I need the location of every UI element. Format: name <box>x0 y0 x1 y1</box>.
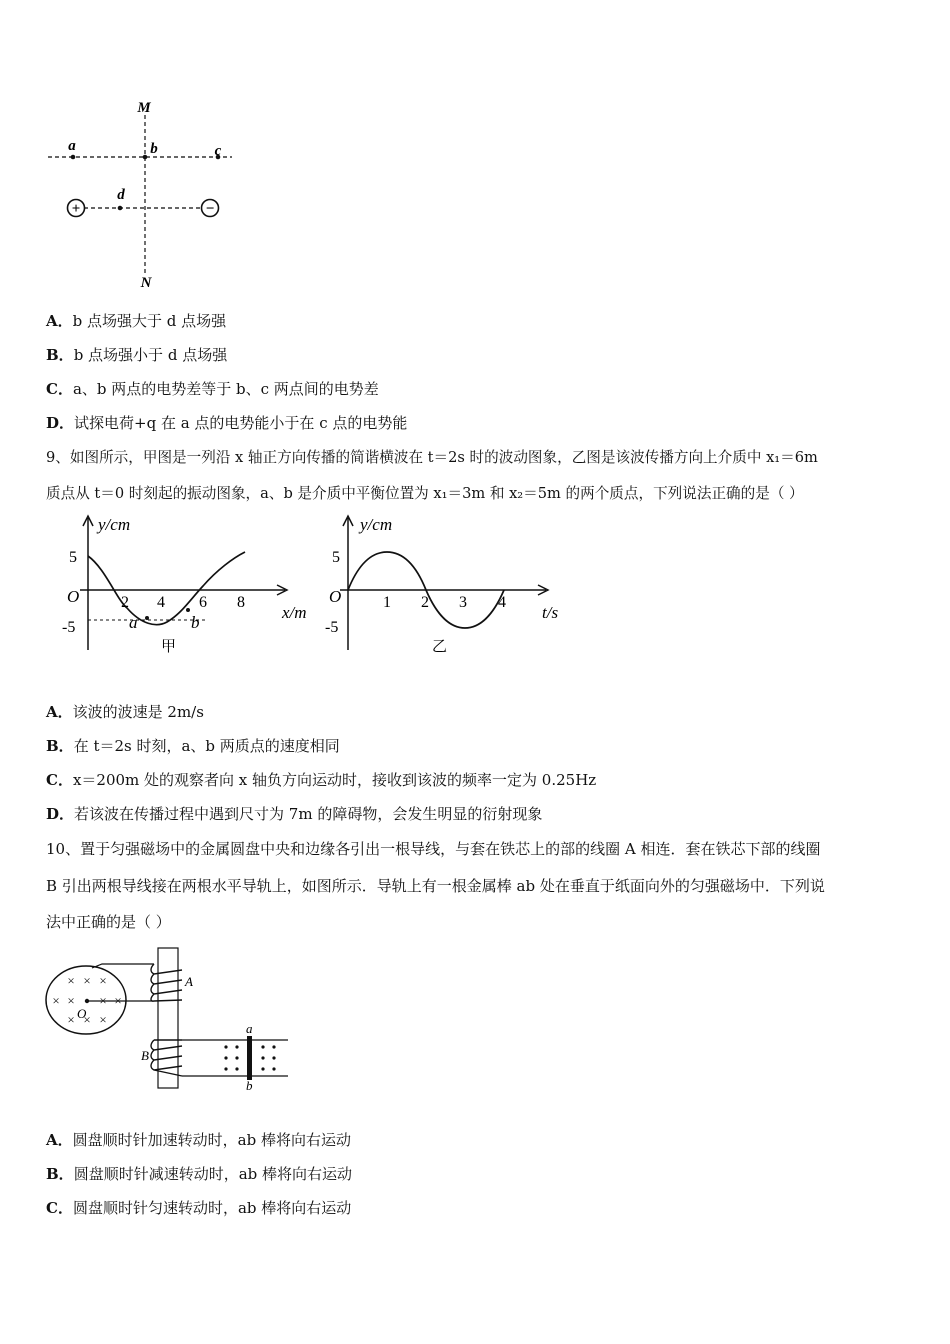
label-c: c <box>214 143 222 159</box>
jia-point-b: b <box>191 613 200 632</box>
yi-xlabel: t/s <box>542 603 559 622</box>
jia-x-tick-6: 6 <box>199 594 207 611</box>
cross-mark: × <box>99 1012 107 1027</box>
cross-mark: × <box>114 993 122 1008</box>
coil-A <box>151 964 182 1001</box>
cross-mark: × <box>67 973 75 988</box>
yi-origin: O <box>329 587 342 606</box>
q8-option-d: D．试探电荷+q 在 a 点的电势能小于在 c 点的电势能 <box>46 414 408 432</box>
q9-option-d: D．若该波在传播过程中遇到尺寸为 7m 的障碍物，会发生明显的衍射现象 <box>46 805 543 823</box>
jia-point-b-dot <box>186 608 190 612</box>
q9-stem-line1: 9、如图所示，甲图是一列沿 x 轴正方向传播的简谐横波在 t＝2s 时的波动图象，乙图是该波传播方向上介质中 x₁＝6m <box>46 449 818 466</box>
label-d: d <box>117 187 125 203</box>
jia-point-a: a <box>129 613 138 632</box>
q8-option-c: C．a、b 两点的电势差等于 b、c 两点间的电势差 <box>46 380 379 398</box>
cross-mark: × <box>83 1012 91 1027</box>
q8-option-b: B．b 点场强小于 d 点场强 <box>46 346 228 364</box>
vibration-graph-yi <box>318 510 578 660</box>
metal-rod-ab <box>247 1036 252 1080</box>
point-d-dot <box>118 206 123 211</box>
point-a-dot <box>71 155 76 160</box>
q9-option-b: B．在 t＝2s 时刻，a、b 两质点的速度相同 <box>46 737 340 755</box>
yi-y-tick-minus5: -5 <box>325 619 339 636</box>
jia-x-tick-4: 4 <box>157 594 165 611</box>
yi-ylabel: y/cm <box>360 515 393 534</box>
q8-option-a: A．b 点场强大于 d 点场强 <box>46 312 227 330</box>
yi-x-tick-1: 1 <box>383 594 391 611</box>
jia-origin: O <box>67 587 80 606</box>
q10-option-c: C．圆盘顺时针匀速转动时，ab 棒将向右运动 <box>46 1199 352 1217</box>
label-B: B <box>141 1048 149 1063</box>
yi-caption: 乙 <box>432 639 448 655</box>
jia-point-a-dot <box>145 616 149 620</box>
label-M: M <box>137 100 151 116</box>
point-b-dot <box>143 155 148 160</box>
q9-option-c: C．x＝200m 处的观察者向 x 轴负方向运动时，接收到该波的频率一定为 0.25Hz <box>46 771 597 789</box>
jia-y-tick-minus5: -5 <box>62 619 76 636</box>
label-A: A <box>185 974 193 989</box>
minus-sign: − <box>205 201 215 217</box>
q10-stem-line1: 10、置于匀强磁场中的金属圆盘中央和边缘各引出一根导线，与套在铁芯上的部的线圈 A 相连．套在铁芯下部的线圈 <box>46 840 821 858</box>
disk-coil-rail-figure <box>44 940 294 1090</box>
coil-B <box>151 1040 182 1076</box>
jia-y-tick-5: 5 <box>69 549 77 566</box>
jia-x-tick-8: 8 <box>237 594 245 611</box>
yi-y-tick-5: 5 <box>332 549 340 566</box>
cross-mark: × <box>67 993 75 1008</box>
cross-mark: × <box>99 993 107 1008</box>
wave-curve <box>88 552 245 625</box>
q9-option-a: A．该波的波速是 2m/s <box>46 703 204 721</box>
q9-stem-line2: 质点从 t＝0 时刻起的振动图象，a、b 是介质中平衡位置为 x₁＝3m 和 x₂＝5m 的两个质点，下列说法正确的是（ ） <box>46 485 804 502</box>
label-O: O <box>77 1006 87 1021</box>
label-b: b <box>150 141 158 157</box>
cross-mark: × <box>52 993 60 1008</box>
q10-stem-line2: B 引出两根导线接在两根水平导轨上，如图所示．导轨上有一根金属棒 ab 处在垂直于纸面向外的匀强磁场中．下列说 <box>46 877 825 895</box>
yi-x-tick-2: 2 <box>421 594 429 611</box>
cross-mark: × <box>83 973 91 988</box>
yi-x-tick-3: 3 <box>459 594 467 611</box>
label-N: N <box>140 275 152 291</box>
q10-stem-line3: 法中正确的是（ ） <box>46 913 171 931</box>
charge-field-figure <box>40 95 250 295</box>
label-rod-a: a <box>246 1021 253 1036</box>
yi-x-tick-4: 4 <box>498 594 506 611</box>
jia-ylabel: y/cm <box>98 515 131 534</box>
jia-xlabel: x/m <box>282 603 307 622</box>
q10-option-b: B．圆盘顺时针减速转动时，ab 棒将向右运动 <box>46 1165 353 1183</box>
jia-x-tick-2: 2 <box>121 594 129 611</box>
cross-mark: × <box>67 1012 75 1027</box>
wave-graph-jia <box>55 510 330 660</box>
jia-caption: 甲 <box>161 639 177 655</box>
plus-sign: + <box>71 201 81 217</box>
label-a: a <box>68 138 76 154</box>
label-rod-b: b <box>246 1078 253 1090</box>
q10-option-a: A．圆盘顺时针加速转动时，ab 棒将向右运动 <box>46 1131 351 1149</box>
cross-mark: × <box>99 973 107 988</box>
